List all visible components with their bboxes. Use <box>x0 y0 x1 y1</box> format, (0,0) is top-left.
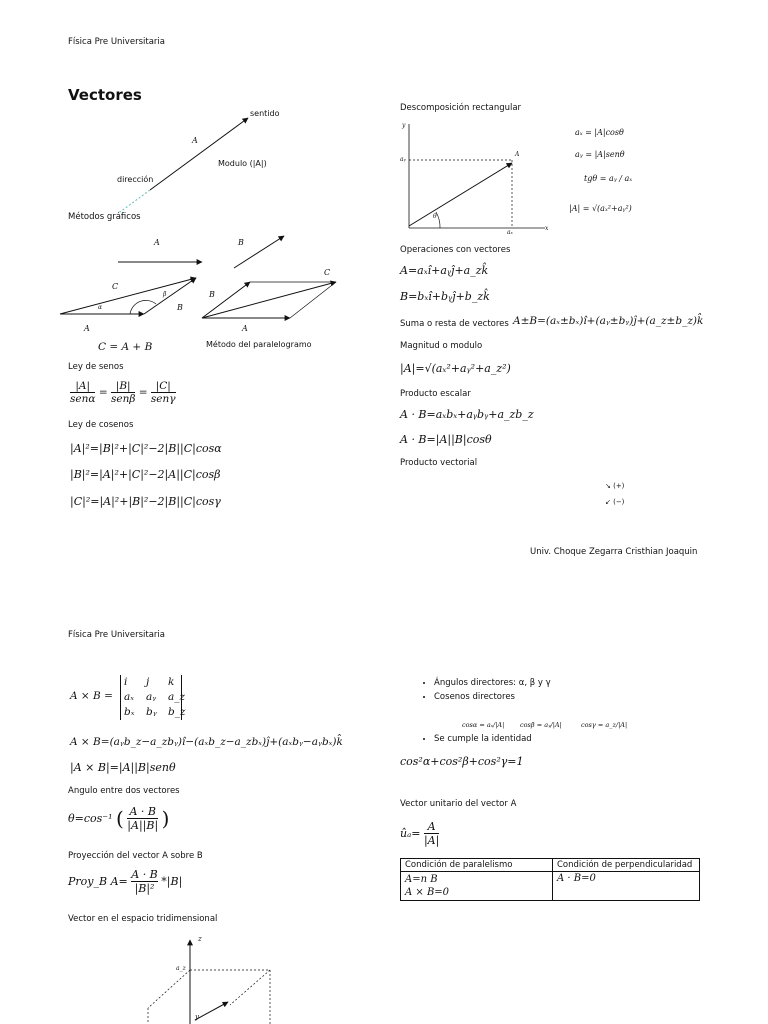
sign-minus: ↙ (−) <box>605 498 625 506</box>
graf-b-left: B <box>209 290 215 299</box>
graf-b-top: B <box>238 238 244 247</box>
comp-eq-ay: aᵧ = |A|senθ <box>575 150 625 159</box>
cross-expanded-eq: A × B=(aᵧb_z−a_zbᵧ)î−(aₓb_z−a_zbₓ)ĵ+(aₓbᵧ−aᵧbₓ)k̂ <box>70 736 343 748</box>
graf-a-top: A <box>154 238 160 247</box>
direccion-label: dirección <box>117 175 154 184</box>
magnitud-label: Magnitud o modulo <box>400 341 483 351</box>
axis-z-label: z <box>198 935 202 943</box>
page-header: Física Pre Universitaria <box>68 37 165 47</box>
sign-plus: ↘ (+) <box>605 482 625 490</box>
operaciones-label: Operaciones con vectores <box>400 245 511 255</box>
graf-alpha: α <box>98 304 103 311</box>
axis-az-label: a_z <box>176 965 186 972</box>
comp-eq-mod: |A| = √(aₓ²+aᵧ²) <box>569 204 632 213</box>
comp-eq-tg: tgθ = aᵧ / aₓ <box>584 174 633 183</box>
table-header-perpendicularidad: Condición de perpendicularidad <box>553 859 700 872</box>
table-cell-perpendicularidad: A · B=0 <box>553 872 700 901</box>
cos-gamma-eq: cosγ = a_z/|A| <box>581 721 628 729</box>
rect-ax-label: aₓ <box>507 229 513 236</box>
paralelogramo-label: Método del paralelogramo <box>206 340 312 349</box>
op-eq-b: B=bₓî+bᵧĵ+b_zk̂ <box>400 290 490 303</box>
graf-c-right: C <box>324 268 331 277</box>
producto-vectorial-label: Producto vectorial <box>400 458 478 468</box>
escalar-eq-2: A · B=|A||B|cosθ <box>400 433 492 446</box>
unitario-label: Vector unitario del vector A <box>400 799 517 809</box>
c-sum-equation: C = A + B <box>98 341 153 353</box>
espacio-label: Vector en el espacio tridimensional <box>68 914 218 924</box>
magnitud-equation: |A|=√(aₓ²+aᵧ²+a_z²) <box>400 362 511 375</box>
suma-equation: A±B=(aₓ±bₓ)î+(aᵧ±bᵧ)ĵ+(a_z±b_z)k̂ <box>513 315 704 327</box>
suma-label: Suma o resta de vectores <box>400 319 509 329</box>
rect-a-label: A <box>515 151 520 158</box>
rect-ay-label: aᵧ <box>400 156 406 163</box>
cosenos-eq-3: |C|²=|A|²+|B|²−2|B||C|cosγ <box>70 495 221 508</box>
graf-b-right: B <box>177 303 183 312</box>
identity-equation: cos²α+cos²β+cos²γ=1 <box>400 755 524 768</box>
cross-magnitude-eq: |A × B|=|A||B|senθ <box>70 761 176 774</box>
ley-cosenos-label: Ley de cosenos <box>68 420 134 430</box>
cosenos-eq-1: |A|²=|B|²+|C|²−2|B||C|cosα <box>70 442 222 455</box>
ley-senos-label: Ley de senos <box>68 362 124 372</box>
graf-c: C <box>112 282 119 291</box>
table-cell-paralelismo: A=n B A × B=0 <box>401 872 553 901</box>
author-line: Univ. Choque Zegarra Cristhian Joaquin <box>530 547 698 557</box>
cosenos-eq-2: |B|²=|A|²+|C|²−2|A||C|cosβ <box>70 468 221 481</box>
bullet-identidad: • Se cumple la identidad <box>434 732 532 746</box>
page-title: Vectores <box>68 86 142 104</box>
rect-x-label: x <box>545 225 549 232</box>
page2-header: Física Pre Universitaria <box>68 630 165 640</box>
sentido-label: sentido <box>250 109 280 118</box>
proyeccion-equation: Proy_B A= $\frac{A \cdot B}{\text{|B|²}}$ *|B| <box>68 868 183 895</box>
axis-y-label: y <box>195 1013 199 1021</box>
unitario-equation: ûₐ= $\frac{A}{|A|}$ <box>400 820 440 847</box>
identity-bullet <box>420 732 532 746</box>
cos-beta-eq: cosβ = aᵧ/|A| <box>520 721 562 729</box>
rect-theta-label: θ <box>433 213 437 220</box>
op-eq-a: A=aₓî+aᵧĵ+a_zk̂ <box>400 264 489 277</box>
angulo-label: Angulo entre dos vectores <box>68 786 180 796</box>
graf-a-bot: A <box>84 324 90 333</box>
table-header-paralelismo: Condición de paralelismo <box>401 859 553 872</box>
angulo-equation: θ=cos⁻¹ ( $\frac{A \cdot B}{|A||B|}$ ) <box>68 805 170 832</box>
senos-equation: |A| senα = |B| senβ = |C| senγ <box>70 380 176 405</box>
descomposicion-label: Descomposición rectangular <box>400 103 522 113</box>
producto-escalar-label: Producto escalar <box>400 389 471 399</box>
comp-eq-ax: aₓ = |A|cosθ <box>575 128 624 137</box>
graf-a-right: A <box>242 324 248 333</box>
cross-determinant: i j k aₓ aᵧ a_z bₓ bᵧ b_z <box>120 675 182 720</box>
direction-bullets <box>420 676 551 704</box>
cross-matrix-lhs: A × B = <box>70 690 113 702</box>
vector-a-label: A <box>192 136 198 145</box>
bullet-cosenos: • Cosenos directores <box>434 690 551 704</box>
proyeccion-label: Proyección del vector A sobre B <box>68 851 203 861</box>
metodos-label: Métodos gráficos <box>68 212 141 222</box>
escalar-eq-1: A · B=aₓbₓ+aᵧbᵧ+a_zb_z <box>400 408 534 421</box>
cos-alpha-eq: cosα = aₓ/|A| <box>462 721 505 729</box>
bullet-angulos: • Ángulos directores: α, β y γ <box>434 676 551 690</box>
rect-y-label: y <box>402 122 406 129</box>
conditions-table <box>400 858 700 901</box>
graf-beta: β <box>163 291 167 298</box>
modulo-label: Modulo (|A|) <box>218 159 267 168</box>
